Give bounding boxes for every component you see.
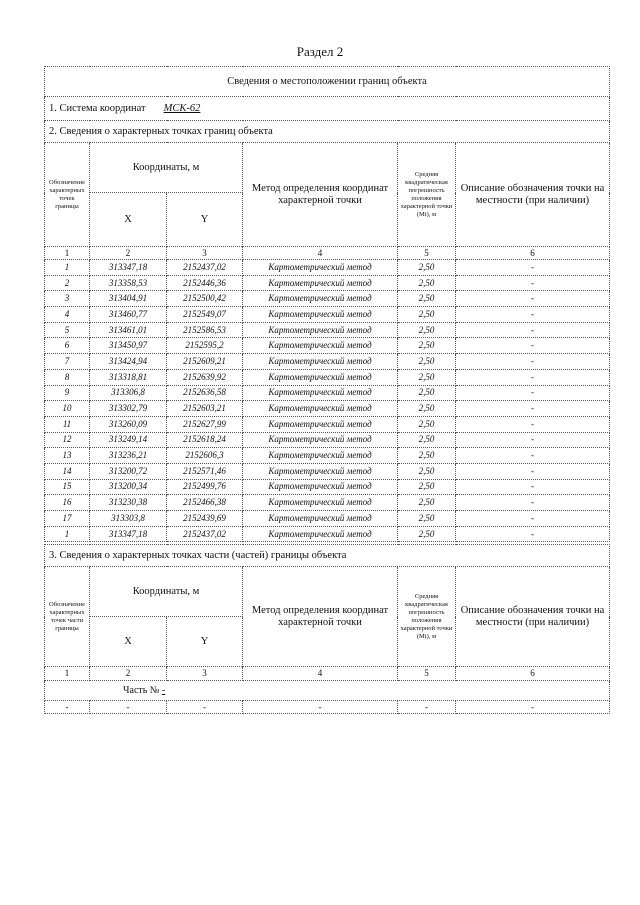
method: Картометрический метод (243, 526, 398, 542)
method: Картометрический метод (243, 448, 398, 464)
header-x: X (90, 193, 167, 247)
point-number: 1 (45, 260, 90, 276)
point-number: 7 (45, 354, 90, 370)
method: Картометрический метод (243, 463, 398, 479)
error-value: 2,50 (398, 275, 456, 291)
column-number: 6 (456, 247, 610, 260)
coord-x: 313303,8 (90, 511, 167, 527)
table-row (45, 416, 610, 432)
coord-x: 313404,91 (90, 291, 167, 307)
coord-x: 313302,79 (90, 401, 167, 417)
header-error: Средняя квадратическая погрешность положения характерной точки (Mt), м (398, 567, 456, 667)
empty-cell: - (456, 701, 610, 714)
description: - (456, 307, 610, 323)
column-number: 3 (167, 247, 243, 260)
boundary-table (44, 66, 610, 542)
coord-x: 313230,38 (90, 495, 167, 511)
error-value: 2,50 (398, 401, 456, 417)
description: - (456, 432, 610, 448)
column-number: 4 (243, 247, 398, 260)
error-value: 2,50 (398, 291, 456, 307)
method: Картометрический метод (243, 495, 398, 511)
coord-y: 2152606,3 (167, 448, 243, 464)
coord-y: 2152571,46 (167, 463, 243, 479)
coord-y: 2152627,99 (167, 416, 243, 432)
error-value: 2,50 (398, 463, 456, 479)
part-number-label: Часть № (123, 685, 160, 696)
coord-x: 313249,14 (90, 432, 167, 448)
point-number: 11 (45, 416, 90, 432)
method: Картометрический метод (243, 369, 398, 385)
error-value: 2,50 (398, 432, 456, 448)
table-row (45, 322, 610, 338)
table-row (45, 448, 610, 464)
column-number: 4 (243, 667, 398, 681)
header-description: Описание обозначения точки на местности (при наличии) (456, 567, 610, 667)
coord-y: 2152618,24 (167, 432, 243, 448)
method: Картометрический метод (243, 260, 398, 276)
point-number: 17 (45, 511, 90, 527)
coordinate-system-label: 1. Система координат (49, 103, 146, 114)
error-value: 2,50 (398, 526, 456, 542)
header-designation: Обозначение характерных точек части границы (45, 567, 90, 667)
empty-cell: - (45, 701, 90, 714)
header-method: Метод определения координат характерной точки (243, 567, 398, 667)
header-x: X (90, 617, 167, 667)
coord-y: 2152437,02 (167, 526, 243, 542)
coord-x: 313347,18 (90, 526, 167, 542)
coord-x: 313260,09 (90, 416, 167, 432)
parts-section-title: 3. Сведения о характерных точках части (частей) границы объекта (45, 545, 610, 567)
column-number: 3 (167, 667, 243, 681)
method: Картометрический метод (243, 416, 398, 432)
point-number: 1 (45, 526, 90, 542)
error-value: 2,50 (398, 307, 456, 323)
coord-x: 313460,77 (90, 307, 167, 323)
point-number: 10 (45, 401, 90, 417)
coord-y: 2152446,36 (167, 275, 243, 291)
coord-y: 2152603,21 (167, 401, 243, 417)
header-y: Y (167, 617, 243, 667)
description: - (456, 448, 610, 464)
method: Картометрический метод (243, 511, 398, 527)
coord-y: 2152595,2 (167, 338, 243, 354)
empty-cell: - (398, 701, 456, 714)
column-number: 5 (398, 667, 456, 681)
coord-x: 313200,72 (90, 463, 167, 479)
coord-y: 2152500,42 (167, 291, 243, 307)
table-row (45, 526, 610, 542)
empty-cell: - (167, 701, 243, 714)
description: - (456, 385, 610, 401)
description: - (456, 338, 610, 354)
header-coordinates: Координаты, м (90, 567, 243, 617)
column-number-row (45, 247, 610, 260)
parts-table (44, 544, 610, 714)
coord-y: 2152609,21 (167, 354, 243, 370)
error-value: 2,50 (398, 369, 456, 385)
point-number: 14 (45, 463, 90, 479)
column-number: 1 (45, 667, 90, 681)
empty-row (45, 701, 610, 714)
method: Картометрический метод (243, 275, 398, 291)
point-number: 16 (45, 495, 90, 511)
point-number: 6 (45, 338, 90, 354)
table-row (45, 275, 610, 291)
description: - (456, 275, 610, 291)
method: Картометрический метод (243, 338, 398, 354)
description: - (456, 511, 610, 527)
description: - (456, 354, 610, 370)
coord-y: 2152499,76 (167, 479, 243, 495)
part-number-row (45, 681, 610, 701)
error-value: 2,50 (398, 338, 456, 354)
part-number-value: - (161, 685, 166, 696)
column-number: 2 (90, 247, 167, 260)
description: - (456, 369, 610, 385)
coord-x: 313318,81 (90, 369, 167, 385)
header-description: Описание обозначения точки на местности (при наличии) (456, 143, 610, 247)
coordinate-system-row (45, 97, 610, 121)
description: - (456, 401, 610, 417)
table-header: Сведения о местоположении границ объекта (45, 67, 610, 97)
error-value: 2,50 (398, 495, 456, 511)
coord-x: 313306,8 (90, 385, 167, 401)
header-y: Y (167, 193, 243, 247)
coord-y: 2152439,69 (167, 511, 243, 527)
column-number: 6 (456, 667, 610, 681)
coord-y: 2152549,07 (167, 307, 243, 323)
table-row (45, 479, 610, 495)
error-value: 2,50 (398, 385, 456, 401)
coord-y: 2152586,53 (167, 322, 243, 338)
table-row (45, 495, 610, 511)
coord-y: 2152636,58 (167, 385, 243, 401)
method: Картометрический метод (243, 291, 398, 307)
column-number-row (45, 667, 610, 681)
method: Картометрический метод (243, 401, 398, 417)
coord-x: 313236,21 (90, 448, 167, 464)
error-value: 2,50 (398, 416, 456, 432)
description: - (456, 260, 610, 276)
description: - (456, 479, 610, 495)
point-number: 15 (45, 479, 90, 495)
coord-y: 2152466,38 (167, 495, 243, 511)
table-row (45, 432, 610, 448)
point-number: 5 (45, 322, 90, 338)
coord-y: 2152437,02 (167, 260, 243, 276)
error-value: 2,50 (398, 260, 456, 276)
method: Картометрический метод (243, 322, 398, 338)
table-row (45, 291, 610, 307)
method: Картометрический метод (243, 479, 398, 495)
coord-x: 313358,53 (90, 275, 167, 291)
error-value: 2,50 (398, 354, 456, 370)
method: Картометрический метод (243, 385, 398, 401)
method: Картометрический метод (243, 354, 398, 370)
description: - (456, 463, 610, 479)
point-number: 2 (45, 275, 90, 291)
empty-cell: - (243, 701, 398, 714)
table-row (45, 307, 610, 323)
coord-x: 313424,94 (90, 354, 167, 370)
point-number: 4 (45, 307, 90, 323)
header-error: Средняя квадратическая погрешность положения характерной точки (Mt), м (398, 143, 456, 247)
description: - (456, 291, 610, 307)
header-method: Метод определения координат характерной точки (243, 143, 398, 247)
table-row (45, 463, 610, 479)
description: - (456, 495, 610, 511)
column-number: 1 (45, 247, 90, 260)
section-title: Раздел 2 (296, 44, 344, 59)
table-row (45, 401, 610, 417)
point-number: 3 (45, 291, 90, 307)
header-designation: Обозначение характерных точек границы (45, 143, 90, 247)
point-number: 8 (45, 369, 90, 385)
points-section-title: 2. Сведения о характерных точках границ объекта (45, 121, 610, 143)
error-value: 2,50 (398, 448, 456, 464)
description: - (456, 322, 610, 338)
coord-y: 2152639,92 (167, 369, 243, 385)
table-row (45, 260, 610, 276)
point-number: 12 (45, 432, 90, 448)
table-row (45, 511, 610, 527)
coordinate-system-value: МСК-62 (163, 103, 201, 114)
point-number: 9 (45, 385, 90, 401)
error-value: 2,50 (398, 511, 456, 527)
coord-x: 313461,01 (90, 322, 167, 338)
error-value: 2,50 (398, 479, 456, 495)
point-number: 13 (45, 448, 90, 464)
table-row (45, 369, 610, 385)
table-row (45, 385, 610, 401)
description: - (456, 416, 610, 432)
column-number: 2 (90, 667, 167, 681)
column-number: 5 (398, 247, 456, 260)
error-value: 2,50 (398, 322, 456, 338)
coord-x: 313200,34 (90, 479, 167, 495)
description: - (456, 526, 610, 542)
table-row (45, 338, 610, 354)
method: Картометрический метод (243, 432, 398, 448)
table-row (45, 354, 610, 370)
header-coordinates: Координаты, м (90, 143, 243, 193)
method: Картометрический метод (243, 307, 398, 323)
coord-x: 313450,97 (90, 338, 167, 354)
coord-x: 313347,18 (90, 260, 167, 276)
empty-cell: - (90, 701, 167, 714)
